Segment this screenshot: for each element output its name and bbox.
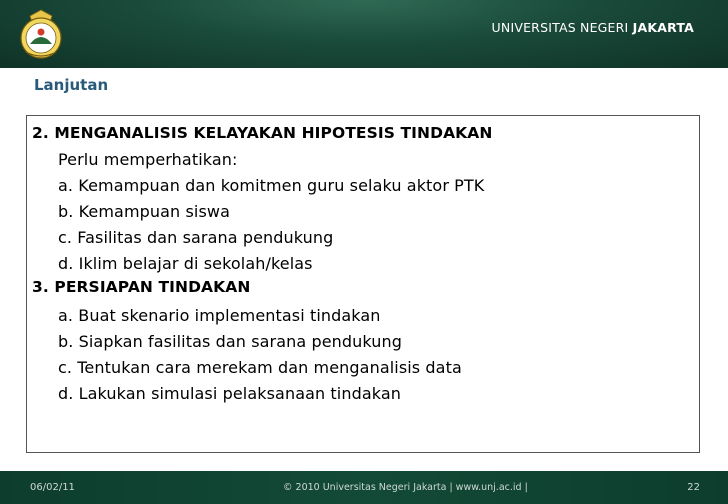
slide-title: Lanjutan (34, 76, 109, 94)
slide-footer (0, 471, 728, 504)
page-number: 22 (687, 482, 700, 493)
slide-header (0, 0, 728, 68)
university-prefix: UNIVERSITAS NEGERI (491, 20, 629, 35)
list-item: b. Siapkan fasilitas dan sarana pendukung (58, 332, 403, 351)
list-item: Perlu memperhatikan: (58, 150, 238, 169)
content-box (26, 115, 700, 453)
list-item: a. Kemampuan dan komitmen guru selaku aktor PTK (58, 176, 485, 195)
university-name (492, 20, 694, 35)
list-item: c. Fasilitas dan sarana pendukung (58, 228, 334, 247)
footer-date: 06/02/11 (30, 482, 75, 493)
list-item: a. Buat skenario implementasi tindakan (58, 306, 381, 325)
list-item: d. Iklim belajar di sekolah/kelas (58, 254, 313, 273)
university-name-bold: JAKARTA (632, 20, 694, 35)
footer-copyright: © 2010 Universitas Negeri Jakarta | www.unj.ac.id | (283, 482, 528, 493)
unj-logo-icon (10, 8, 72, 60)
list-item: d. Lakukan simulasi pelaksanaan tindakan (58, 384, 401, 403)
heading-2: 2. MENGANALISIS KELAYAKAN HIPOTESIS TINDAKAN (32, 124, 493, 142)
heading-3: 3. PERSIAPAN TINDAKAN (32, 278, 251, 296)
list-item: b. Kemampuan siswa (58, 202, 230, 221)
list-item: c. Tentukan cara merekam dan menganalisis data (58, 358, 462, 377)
